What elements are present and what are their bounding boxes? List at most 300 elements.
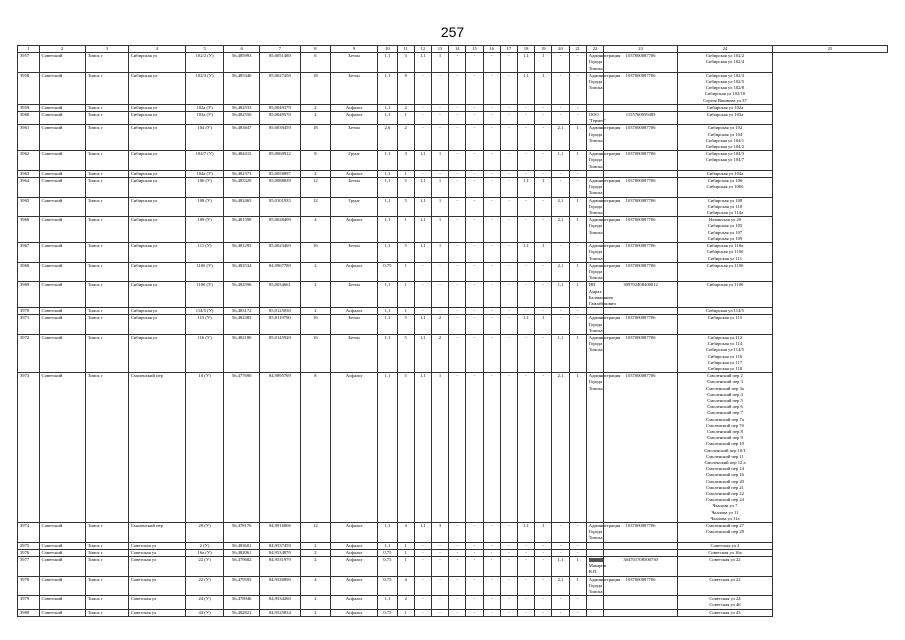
address-line: Сибирская ул 117: [707, 359, 743, 365]
table-cell: 1,1: [378, 373, 397, 523]
table-cell: 5: [397, 373, 414, 523]
table-cell: 1,1: [552, 282, 569, 308]
table-cell: -: [517, 334, 534, 372]
table-cell: -: [466, 542, 483, 549]
table-cell: Советский: [39, 549, 85, 556]
table-cell: -: [535, 557, 552, 577]
table-cell: 1: [431, 53, 448, 73]
table-cell: 56,482465: [224, 197, 259, 217]
table-cell: Советский: [39, 576, 85, 596]
address-list-cell: [678, 334, 773, 372]
table-cell: Асфальт: [330, 308, 377, 315]
table-cell: 85,0145920: [259, 334, 300, 372]
address-list-cell: [678, 151, 773, 171]
address-list-cell: [678, 197, 773, 217]
address-line: Смоленский пер 2: [707, 373, 743, 379]
table-cell: -: [517, 542, 534, 549]
column-number: 11: [397, 46, 414, 53]
table-cell: 5: [397, 334, 414, 372]
table-cell: Грунт: [330, 151, 377, 171]
table-cell: 84,0967780: [259, 262, 300, 282]
table-row: [18, 262, 888, 282]
column-number: 15: [466, 46, 483, 53]
column-number: 20: [552, 46, 569, 53]
table-cell: -: [483, 334, 500, 372]
table-cell: Советский: [39, 178, 85, 198]
table-cell: Советский: [39, 523, 85, 543]
table-cell: Администрация Города Томска: [586, 53, 603, 73]
table-cell: -: [500, 596, 517, 609]
table-cell: -: [535, 609, 552, 616]
table-cell: 85,0028409: [259, 217, 300, 243]
table-cell: 85,0051480: [259, 53, 300, 73]
table-cell: 3971: [18, 315, 40, 335]
table-cell: 3965: [18, 197, 40, 217]
table-row: [18, 334, 888, 372]
table-cell: 1037000087706: [603, 72, 677, 104]
table-cell: -: [517, 549, 534, 556]
table-cell: [603, 104, 677, 111]
table-cell: ИП Амрах Балакишиев Гамзабекович: [586, 282, 603, 308]
table-cell: 1,1: [378, 596, 397, 609]
table-cell: [603, 170, 677, 177]
table-cell: Асфальт: [330, 609, 377, 616]
table-row: [18, 282, 888, 308]
table-cell: 2,1: [552, 576, 569, 596]
table-cell: 2: [300, 549, 330, 556]
table-cell: -: [535, 170, 552, 177]
table-cell: 1: [535, 243, 552, 263]
table-cell: 3970: [18, 308, 40, 315]
table-cell: 1: [535, 53, 552, 73]
table-cell: 56,483172: [224, 308, 259, 315]
table-cell: Советский: [39, 243, 85, 263]
table-cell: 85,0068922: [259, 151, 300, 171]
table-cell: [586, 542, 603, 549]
table-cell: -: [517, 217, 534, 243]
table-cell: 3979: [18, 596, 40, 609]
table-cell: 1: [569, 282, 586, 308]
table-cell: 1: [397, 282, 414, 308]
table-cell: 84,9916006: [259, 523, 300, 543]
table-cell: -: [535, 596, 552, 609]
table-cell: Администрация Города Томска: [586, 178, 603, 198]
table-cell: -: [483, 542, 500, 549]
table-cell: Томск г: [85, 170, 128, 177]
table-cell: -: [483, 243, 500, 263]
table-cell: -: [500, 197, 517, 217]
table-row: [18, 308, 888, 315]
table-cell: 1,1: [414, 334, 431, 372]
table-cell: -: [569, 72, 586, 104]
table-cell: 1,1: [378, 282, 397, 308]
table-cell: -: [414, 609, 431, 616]
address-line: Советская ул 43: [709, 609, 741, 615]
table-cell: -: [483, 523, 500, 543]
table-cell: -: [500, 112, 517, 125]
table-cell: -: [431, 282, 448, 308]
table-cell: -: [552, 609, 569, 616]
table-cell: 3975: [18, 542, 40, 549]
column-number: 23: [603, 46, 677, 53]
table-cell: 56,478946: [224, 596, 259, 609]
page-number: 257: [440, 24, 465, 40]
table-row: [18, 542, 888, 549]
table-cell: 1,1: [378, 542, 397, 549]
column-number-row: [18, 46, 888, 53]
table-cell: -: [449, 112, 466, 125]
table-cell: -: [535, 262, 552, 282]
table-cell: -: [483, 315, 500, 335]
table-cell: -: [483, 308, 500, 315]
table-cell: -: [431, 596, 448, 609]
table-cell: 1,1: [414, 217, 431, 243]
table-cell: -: [517, 282, 534, 308]
table-cell: 1,1: [414, 243, 431, 263]
table-cell: -: [569, 178, 586, 198]
table-cell: Администрация Города Томска: [586, 125, 603, 151]
table-cell: 1,1: [378, 315, 397, 335]
table-row: [18, 576, 888, 596]
table-cell: [603, 609, 677, 616]
table-cell: 1: [569, 197, 586, 217]
table-row: [18, 315, 888, 335]
table-cell: -: [517, 557, 534, 577]
address-line: Смоленский пер 16: [706, 472, 744, 478]
table-cell: 2: [397, 596, 414, 609]
address-line: Сибирская ул 107: [707, 229, 743, 235]
table-cell: Советский: [39, 125, 85, 151]
table-cell: Бетон: [330, 53, 377, 73]
table-cell: -: [569, 596, 586, 609]
table-cell: 8: [300, 151, 330, 171]
address-list-cell: [678, 557, 773, 577]
table-cell: [603, 596, 677, 609]
table-cell: -: [449, 178, 466, 198]
address-line: Смоленский пер 6: [707, 404, 743, 410]
address-line: Сибирская ул 108: [707, 197, 743, 203]
table-row: [18, 151, 888, 171]
table-row: [18, 72, 888, 104]
table-cell: Сибирская ул: [128, 217, 185, 243]
table-cell: Сибирская ул: [128, 315, 185, 335]
table-cell: 1: [431, 151, 448, 171]
table-cell: Администрация Города Томска: [586, 262, 603, 282]
table-cell: Томск г: [85, 104, 128, 111]
address-line: Сибирская ул 102/5: [705, 79, 745, 85]
table-cell: -: [449, 576, 466, 596]
redaction-mark: [589, 558, 603, 562]
column-number: 25: [772, 46, 887, 53]
table-cell: 43 (У): [185, 609, 224, 616]
table-cell: 1037000087706: [603, 178, 677, 198]
table-cell: 85,0125030: [259, 308, 300, 315]
table-cell: 3978: [18, 576, 40, 596]
address-list-cell: [678, 125, 773, 151]
table-cell: 3962: [18, 151, 40, 171]
table-cell: 22 (У): [185, 576, 224, 596]
table-cell: Сибирская ул: [128, 170, 185, 177]
table-cell: -: [483, 72, 500, 104]
address-line: Советская ул 16а: [708, 549, 742, 555]
address-line: Сибирская ул 111: [707, 255, 743, 261]
table-cell: -: [449, 557, 466, 577]
address-line: Сибирская ул 102: [707, 125, 743, 131]
table-cell: 16а (У): [185, 549, 224, 556]
table-cell: -: [517, 373, 534, 523]
table-cell: 85,0119790: [259, 315, 300, 335]
table-cell: -: [449, 542, 466, 549]
address-line: Сибирская ул 106: [707, 178, 743, 184]
owner-name: Макаров В.П.: [588, 563, 606, 575]
table-cell: 2,6: [378, 125, 397, 151]
table-cell: 1,1: [414, 373, 431, 523]
table-cell: -: [466, 262, 483, 282]
table-cell: Томск г: [85, 282, 128, 308]
table-cell: 85,0039459: [259, 125, 300, 151]
table-cell: 1: [535, 178, 552, 198]
table-cell: 0,75: [378, 549, 397, 556]
table-row: [18, 373, 888, 523]
table-cell: 1,1: [552, 151, 569, 171]
table-cell: -: [517, 197, 534, 217]
table-cell: -: [483, 373, 500, 523]
table-cell: Администрация Города Томска: [586, 217, 603, 243]
table-cell: Асфальт: [330, 549, 377, 556]
table-cell: Советский: [39, 217, 85, 243]
table-cell: 1,1: [414, 178, 431, 198]
address-line: Смоленский пер 27: [706, 523, 744, 529]
table-cell: 1,1: [378, 334, 397, 372]
table-cell: 85,0058897: [259, 170, 300, 177]
address-list-cell: [678, 308, 773, 315]
table-cell: -: [466, 170, 483, 177]
table-cell: -: [466, 609, 483, 616]
table-cell: 102/2 (У): [185, 53, 224, 73]
table-cell: 1037000087706: [603, 217, 677, 243]
address-line: Смоленский пер 9: [707, 435, 743, 441]
address-line: Сибирская ул 114/5: [706, 347, 744, 353]
table-cell: 56,481295: [224, 243, 259, 263]
table-cell: Советский: [39, 72, 85, 104]
address-list-cell: [678, 549, 773, 556]
table-cell: 8: [397, 72, 414, 104]
table-cell: [603, 308, 677, 315]
table-cell: -: [449, 596, 466, 609]
table-cell: 1,1: [378, 170, 397, 177]
address-line: Советская ул 24: [709, 596, 741, 602]
address-line: Смоленский пер 3а: [706, 385, 744, 391]
table-cell: 115 (У): [185, 315, 224, 335]
table-cell: 1: [535, 72, 552, 104]
address-line: Сибирская ул 110а: [706, 243, 744, 249]
table-cell: 104 (У): [185, 125, 224, 151]
address-list-cell: [678, 104, 773, 111]
table-cell: Томск г: [85, 549, 128, 556]
table-cell: 56,483601: [224, 542, 259, 549]
table-cell: -: [414, 112, 431, 125]
column-number: 16: [483, 46, 500, 53]
table-cell: Бетон: [330, 315, 377, 335]
table-cell: 0,75: [378, 557, 397, 577]
table-cell: 104/7 (У): [185, 151, 224, 171]
column-number: 19: [535, 46, 552, 53]
table-cell: -: [569, 315, 586, 335]
table-cell: 1: [397, 308, 414, 315]
table-cell: 2: [300, 557, 330, 577]
table-row: [18, 53, 888, 73]
table-cell: -: [552, 243, 569, 263]
table-cell: -: [500, 125, 517, 151]
table-cell: 1: [569, 373, 586, 523]
table-cell: -: [535, 151, 552, 171]
address-line: Смоленский пер 7б: [706, 422, 744, 428]
table-cell: Советский: [39, 373, 85, 523]
table-cell: 2,1: [552, 373, 569, 523]
table-cell: -: [449, 315, 466, 335]
table-cell: -: [500, 53, 517, 73]
address-line: Сибирская ул 118: [707, 365, 743, 371]
table-cell: -: [449, 217, 466, 243]
table-cell: -: [466, 373, 483, 523]
address-line: Сибирская ул 116: [707, 353, 743, 359]
table-row: [18, 125, 888, 151]
table-cell: -: [552, 542, 569, 549]
table-cell: -: [431, 549, 448, 556]
table-cell: 3961: [18, 125, 40, 151]
table-cell: 2: [300, 170, 330, 177]
table-cell: 1,1: [517, 72, 534, 104]
table-cell: -: [500, 523, 517, 543]
table-cell: -: [414, 104, 431, 111]
address-line: Сибирская ул 104/7: [705, 157, 745, 163]
address-line: Сибирская ул 105: [707, 223, 743, 229]
table-cell: 3: [397, 53, 414, 73]
table-cell: -: [500, 334, 517, 372]
table-cell: 56,481598: [224, 217, 259, 243]
address-list-cell: [678, 576, 773, 596]
address-line: Смоленский пер 3: [707, 379, 743, 385]
table-cell: 3964: [18, 178, 40, 198]
table-cell: Бетон: [330, 178, 377, 198]
table-cell: 84,9534870: [259, 549, 300, 556]
table-cell: -: [449, 609, 466, 616]
table-cell: -: [414, 282, 431, 308]
table-cell: -: [431, 112, 448, 125]
table-cell: 1,1: [378, 53, 397, 73]
table-cell: -: [569, 549, 586, 556]
table-cell: 56,482186: [224, 334, 259, 372]
table-cell: Томск г: [85, 262, 128, 282]
table-cell: 1037000087706: [603, 243, 677, 263]
table-cell: -: [535, 549, 552, 556]
column-number: 6: [224, 46, 259, 53]
table-cell: -: [517, 125, 534, 151]
table-cell: 1,1: [378, 112, 397, 125]
table-cell: -: [535, 308, 552, 315]
column-number: 17: [500, 46, 517, 53]
table-cell: 1: [397, 170, 414, 177]
table-cell: -: [466, 243, 483, 263]
table-cell: -: [483, 53, 500, 73]
table-cell: Томск г: [85, 197, 128, 217]
table-cell: 85,0049570: [259, 112, 300, 125]
column-number: 18: [517, 46, 534, 53]
table-cell: -: [431, 104, 448, 111]
table-cell: -: [569, 53, 586, 73]
table-cell: -: [569, 243, 586, 263]
table-cell: 102/3 (У): [185, 72, 224, 104]
table-cell: 1: [569, 557, 586, 577]
table-cell: 84,9525834: [259, 609, 300, 616]
table-cell: -: [414, 549, 431, 556]
table-cell: Томск г: [85, 334, 128, 372]
address-line: Смоленский пер 10: [706, 441, 744, 447]
table-cell: -: [483, 112, 500, 125]
table-cell: 2: [300, 542, 330, 549]
table-row: [18, 217, 888, 243]
table-cell: 1: [431, 243, 448, 263]
table-cell: Томск г: [85, 576, 128, 596]
table-cell: Асфальт: [330, 373, 377, 523]
table-cell: 1: [397, 542, 414, 549]
table-cell: Советская ул: [128, 576, 185, 596]
table-cell: -: [449, 125, 466, 151]
address-line: Сибирская ул 104/2: [705, 144, 745, 150]
address-line: Смоленский пер 4: [707, 391, 743, 397]
table-cell: -: [517, 104, 534, 111]
table-cell: -: [466, 178, 483, 198]
address-line: Сибирская ул 114а: [706, 210, 744, 216]
table-cell: -: [483, 104, 500, 111]
table-cell: -: [483, 549, 500, 556]
table-cell: Томск г: [85, 178, 128, 198]
table-row: [18, 596, 888, 609]
table-cell: 0,75: [378, 576, 397, 596]
table-cell: -: [552, 308, 569, 315]
address-line: Сибирская ул 114: [707, 341, 743, 347]
table-cell: -: [483, 596, 500, 609]
table-cell: Советский: [39, 315, 85, 335]
table-cell: 2: [431, 334, 448, 372]
table-cell: -: [552, 523, 569, 543]
table-cell: 3973: [18, 373, 40, 523]
table-cell: 1: [431, 197, 448, 217]
table-cell: Бетон: [330, 243, 377, 263]
table-cell: Советская ул: [128, 549, 185, 556]
table-cell: 1,1: [414, 523, 431, 543]
table-cell: 111 (У): [185, 243, 224, 263]
table-cell: 2: [431, 315, 448, 335]
table-row: [18, 557, 888, 577]
table-cell: 103а (У): [185, 112, 224, 125]
address-list-cell: [678, 282, 773, 308]
table-cell: Советский: [39, 542, 85, 549]
table-cell: Советский: [39, 262, 85, 282]
table-cell: -: [449, 151, 466, 171]
table-cell: -: [517, 151, 534, 171]
table-cell: -: [414, 576, 431, 596]
table-cell: 3967: [18, 243, 40, 263]
table-cell: -: [500, 609, 517, 616]
table-cell: 1,1: [517, 315, 534, 335]
table-cell: Сибирская ул: [128, 125, 185, 151]
table-cell: 1: [431, 217, 448, 243]
address-line: Смоленский пер 14: [706, 466, 744, 472]
table-cell: 2,1: [552, 197, 569, 217]
table-cell: 6: [300, 53, 330, 73]
table-cell: 56,479682: [224, 557, 259, 577]
